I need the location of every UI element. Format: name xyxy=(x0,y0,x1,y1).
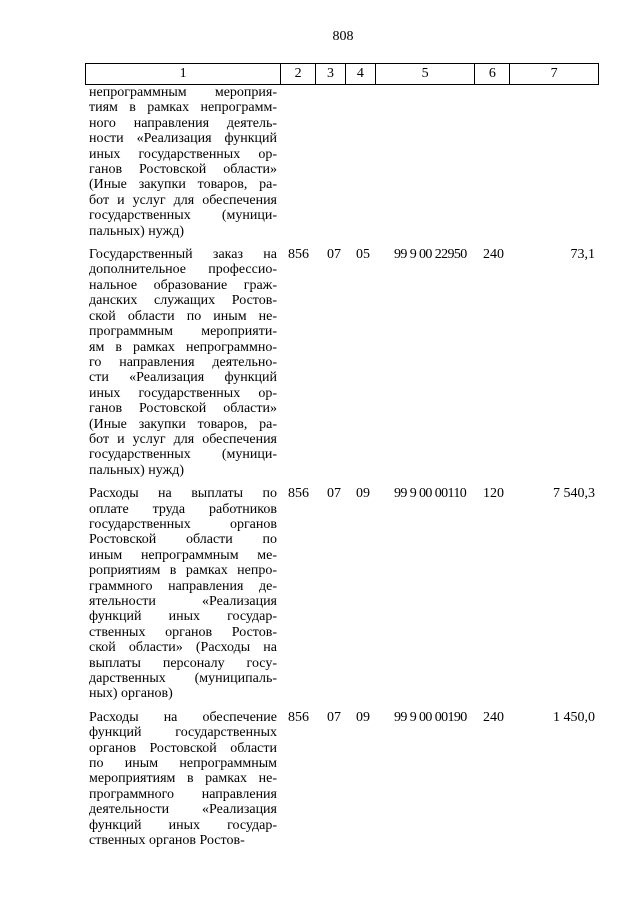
column-header-5: 5 xyxy=(376,64,476,84)
description-line: иных государственных ор- xyxy=(89,146,277,162)
description-line: по иным непрограммным xyxy=(89,756,277,772)
description-line: ственных органов Ростов- xyxy=(89,624,277,640)
description-line: ганов Ростовской области» xyxy=(89,401,277,417)
description-line: бот и услуг для обеспечения xyxy=(89,192,277,208)
expense-type-code: 240 xyxy=(483,247,504,263)
description-line: (Иные закупки товаров, ра- xyxy=(89,177,277,193)
subsection-code: 05 xyxy=(356,247,370,263)
description-line: деятельности «Реализация xyxy=(89,802,277,818)
column-header-1: 1 xyxy=(86,64,281,84)
description-line: нальное образование граж- xyxy=(89,277,277,293)
column-header-3: 3 xyxy=(316,64,346,84)
description-line: Государственный заказ на xyxy=(89,247,277,263)
column-header-6: 6 xyxy=(475,64,510,84)
description-line: иным непрограммным ме- xyxy=(89,547,277,563)
description-line: мероприятиям в рамках не- xyxy=(89,771,277,787)
table-body xyxy=(89,85,601,849)
description-line: роприятиям в рамках непро- xyxy=(89,563,277,579)
description-line: ного направления деятель- xyxy=(89,115,277,131)
description-line: оплате труда работников xyxy=(89,501,277,517)
description-line: ятельности «Реализация xyxy=(89,594,277,609)
description-line: ской области по иным не- xyxy=(89,308,277,324)
table-header xyxy=(85,63,599,85)
row-description xyxy=(89,85,277,239)
description-line: иных государственных ор- xyxy=(89,385,277,401)
description-line: граммного направления де- xyxy=(89,578,277,594)
ministry-code: 856 xyxy=(288,709,309,725)
description-line: тиям в рамках непрограмм- xyxy=(89,100,277,116)
description-line: пальных) нужд) xyxy=(89,223,185,239)
ministry-code: 856 xyxy=(288,247,309,263)
table-row xyxy=(89,247,601,478)
description-line: дарственных (муниципаль- xyxy=(89,671,277,687)
description-line: функций иных государ- xyxy=(89,817,277,833)
description-line: функций государственных xyxy=(89,725,277,741)
description-line: непрограммным мероприя- xyxy=(89,85,277,100)
description-line: программного направления xyxy=(89,786,277,802)
amount-value: 7 540,3 xyxy=(553,486,595,502)
section-code: 07 xyxy=(327,486,341,502)
ministry-code: 856 xyxy=(288,486,309,502)
description-line: го направления деятельно- xyxy=(89,354,277,370)
target-article-code: 99 9 00 00110 xyxy=(394,486,467,502)
row-description xyxy=(89,710,277,849)
table-row xyxy=(89,710,601,849)
target-article-code: 99 9 00 22950 xyxy=(394,247,467,263)
description-line: Расходы на обеспечение xyxy=(89,709,277,725)
amount-value: 1 450,0 xyxy=(553,709,595,725)
row-description xyxy=(89,247,277,478)
subsection-code: 09 xyxy=(356,709,370,725)
description-line: дополнительное профессио- xyxy=(89,262,277,278)
description-line: ской области» (Расходы на xyxy=(89,640,277,656)
expense-type-code: 120 xyxy=(483,486,504,502)
description-line: Расходы на выплаты по xyxy=(89,486,277,502)
column-header-7: 7 xyxy=(550,66,558,81)
column-header-4: 4 xyxy=(346,64,376,84)
amount-value: 73,1 xyxy=(570,247,595,263)
description-line: сти «Реализация функций xyxy=(89,370,277,386)
description-line: Ростовской области по xyxy=(89,532,277,548)
subsection-code: 09 xyxy=(356,486,370,502)
description-line: ганов Ростовской области» xyxy=(89,162,277,178)
description-line: органов Ростовской области xyxy=(89,740,277,756)
description-line: функций иных государ- xyxy=(89,609,277,625)
section-code: 07 xyxy=(327,247,341,263)
description-line: программным мероприяти- xyxy=(89,324,277,340)
page-number: 808 xyxy=(332,29,354,44)
table-row xyxy=(89,85,601,239)
description-line: государственных (муници- xyxy=(89,447,277,463)
description-line: бот и услуг для обеспечения xyxy=(89,431,277,447)
target-article-code: 99 9 00 00190 xyxy=(394,709,467,725)
description-line: (Иные закупки товаров, ра- xyxy=(89,416,277,432)
description-line: государственных (муници- xyxy=(89,208,277,224)
description-line: ям в рамках непрограммно- xyxy=(89,339,277,355)
description-line: государственных органов xyxy=(89,516,277,532)
description-line: ности «Реализация функций xyxy=(89,131,277,147)
section-code: 07 xyxy=(327,709,341,725)
table-row xyxy=(89,486,601,702)
row-description xyxy=(89,486,277,702)
description-line: выплаты персоналу госу- xyxy=(89,655,277,671)
description-line: ных) органов) xyxy=(89,686,173,702)
description-line: данских служащих Ростов- xyxy=(89,293,277,309)
description-line: пальных) нужд) xyxy=(89,462,185,478)
expense-type-code: 240 xyxy=(483,709,504,725)
description-line: ственных органов Ростов- xyxy=(89,833,245,849)
column-header-2: 2 xyxy=(281,64,316,84)
